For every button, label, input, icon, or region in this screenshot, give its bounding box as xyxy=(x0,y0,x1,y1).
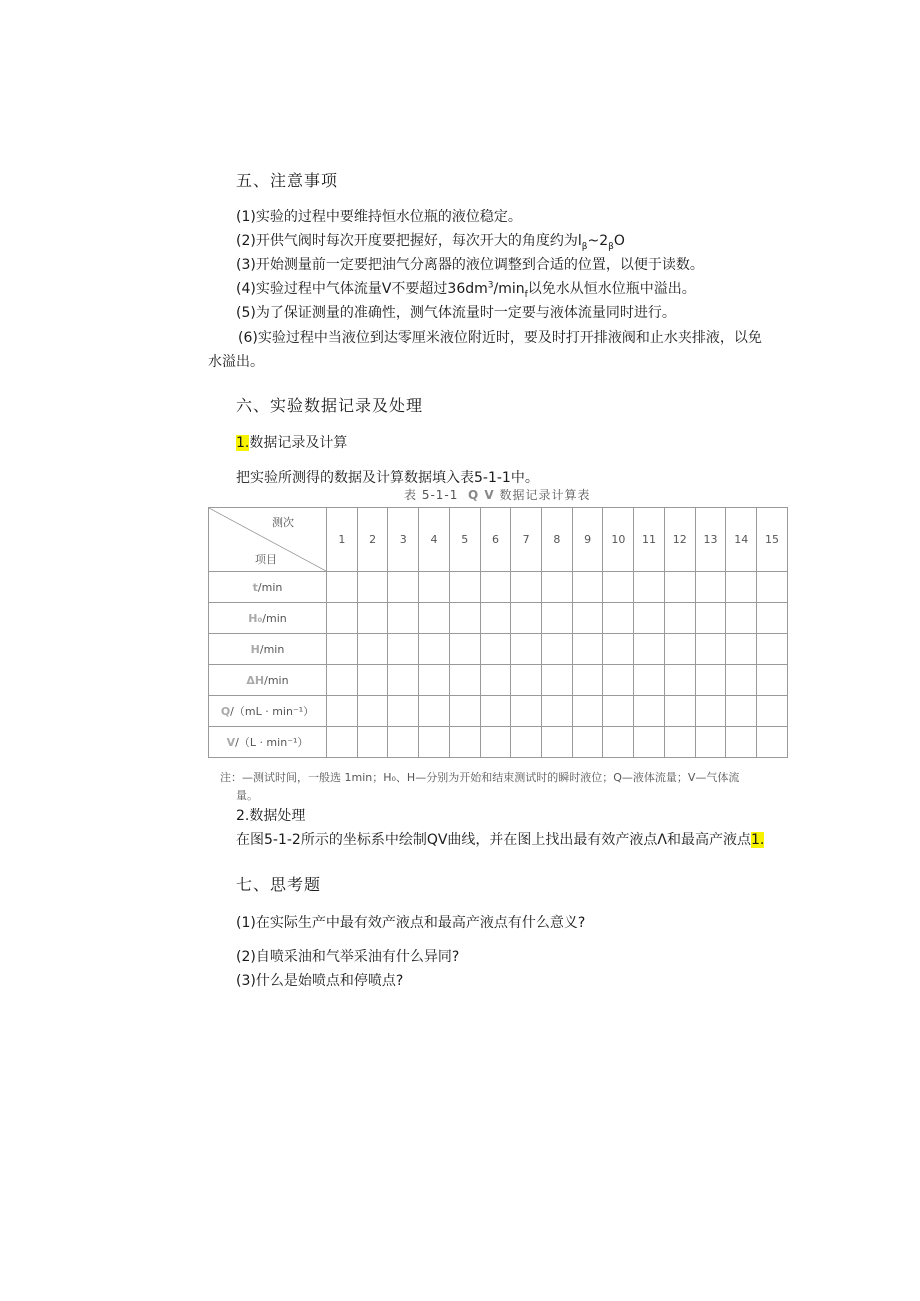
data-cell[interactable] xyxy=(357,634,388,665)
column-header: 1 xyxy=(327,508,358,572)
note-item-6: (6)实验过程中当液位到达零厘米液位附近时，要及时打开排液阀和止水夹排液，以免 xyxy=(238,330,762,346)
data-cell[interactable] xyxy=(327,572,358,603)
data-cell[interactable] xyxy=(695,603,726,634)
data-cell[interactable] xyxy=(388,603,419,634)
data-cell[interactable] xyxy=(419,696,450,727)
data-cell[interactable] xyxy=(357,603,388,634)
row-label-symbol: Q xyxy=(220,705,231,718)
data-cell[interactable] xyxy=(757,727,788,758)
data-cell[interactable] xyxy=(664,727,695,758)
data-cell[interactable] xyxy=(511,665,542,696)
data-record-table xyxy=(208,507,788,758)
data-cell[interactable] xyxy=(449,603,480,634)
data-cell[interactable] xyxy=(480,696,511,727)
data-cell[interactable] xyxy=(511,572,542,603)
note-item-4: (4)实验过程中气体流量V不要超过$36dm^3/\min_f$以免水从恒水位瓶中溢出。 xyxy=(236,280,696,300)
data-cell[interactable] xyxy=(511,696,542,727)
row-label xyxy=(209,634,327,665)
data-cell[interactable] xyxy=(357,696,388,727)
data-cell[interactable] xyxy=(757,665,788,696)
data-cell[interactable] xyxy=(542,634,573,665)
data-cell[interactable] xyxy=(572,634,603,665)
section6-title: 六、实验数据记录及处理 xyxy=(236,396,424,415)
table-note-line2: 量。 xyxy=(236,789,258,802)
data-cell[interactable] xyxy=(357,572,388,603)
data-cell[interactable] xyxy=(695,696,726,727)
data-cell[interactable] xyxy=(757,603,788,634)
table-header-row xyxy=(209,508,788,572)
data-cell[interactable] xyxy=(449,634,480,665)
row-label-unit: /min xyxy=(257,580,283,594)
data-cell[interactable] xyxy=(603,696,634,727)
data-cell[interactable] xyxy=(511,727,542,758)
data-cell[interactable] xyxy=(757,572,788,603)
data-cell[interactable] xyxy=(388,634,419,665)
column-header: 15 xyxy=(757,508,788,572)
data-cell[interactable] xyxy=(664,665,695,696)
data-cell[interactable] xyxy=(327,634,358,665)
data-cell[interactable] xyxy=(449,665,480,696)
data-cell[interactable] xyxy=(726,603,757,634)
data-cell[interactable] xyxy=(511,634,542,665)
data-cell[interactable] xyxy=(695,727,726,758)
data-cell[interactable] xyxy=(695,665,726,696)
row-label xyxy=(209,665,327,696)
data-cell[interactable] xyxy=(634,727,665,758)
data-cell[interactable] xyxy=(634,696,665,727)
column-header: 9 xyxy=(572,508,603,572)
data-cell[interactable] xyxy=(542,665,573,696)
data-cell[interactable] xyxy=(480,634,511,665)
data-cell[interactable] xyxy=(542,572,573,603)
section5-title: 五、注意事项 xyxy=(236,171,339,190)
data-cell[interactable] xyxy=(480,727,511,758)
column-header: 6 xyxy=(480,508,511,572)
data-cell[interactable] xyxy=(419,634,450,665)
data-cell[interactable] xyxy=(572,727,603,758)
data-cell[interactable] xyxy=(419,665,450,696)
data-cell[interactable] xyxy=(572,665,603,696)
data-cell[interactable] xyxy=(572,572,603,603)
row-label xyxy=(209,603,327,634)
column-header: 2 xyxy=(357,508,388,572)
data-cell[interactable] xyxy=(480,572,511,603)
data-cell[interactable] xyxy=(542,603,573,634)
data-cell[interactable] xyxy=(449,696,480,727)
table-row xyxy=(209,572,788,603)
data-cell[interactable] xyxy=(726,572,757,603)
data-cell[interactable] xyxy=(419,727,450,758)
row-label-unit: /min xyxy=(262,611,287,625)
data-cell[interactable] xyxy=(634,603,665,634)
table-row xyxy=(209,603,788,634)
subsection-2-title: 2.数据处理 xyxy=(236,808,306,824)
table-note-line1: 注：—测试时间，一般选 1min；H₀、H—分别为开始和结束测试时的瞬时液位；Q—液体流量；V—气体流 xyxy=(220,771,740,784)
question-1: (1)在实际生产中最有效产液点和最高产液点有什么意义? xyxy=(236,915,586,931)
diag-label-trial: 测次 xyxy=(272,516,294,529)
row-label-unit: /min xyxy=(259,642,285,656)
data-cell[interactable] xyxy=(634,572,665,603)
data-cell[interactable] xyxy=(327,603,358,634)
data-cell[interactable] xyxy=(327,696,358,727)
row-label-symbol: V xyxy=(226,736,236,749)
row-label-unit: /（mL · min⁻¹） xyxy=(230,705,315,718)
data-cell[interactable] xyxy=(664,572,695,603)
row-label-symbol: H₀ xyxy=(248,611,263,625)
data-cell[interactable] xyxy=(634,634,665,665)
data-cell[interactable] xyxy=(695,572,726,603)
data-cell[interactable] xyxy=(542,727,573,758)
diag-label-item: 项目 xyxy=(255,553,277,566)
row-label-symbol: t xyxy=(252,580,258,594)
data-cell[interactable] xyxy=(695,634,726,665)
column-header: 7 xyxy=(511,508,542,572)
note-item-2: (2)开供气阀时每次开度要把握好，每次开大的角度约为$l_\beta\sim 2_\beta O$ xyxy=(236,233,625,252)
data-cell[interactable] xyxy=(664,603,695,634)
data-cell[interactable] xyxy=(726,634,757,665)
data-cell[interactable] xyxy=(357,665,388,696)
table-row xyxy=(209,696,788,727)
data-cell[interactable] xyxy=(603,727,634,758)
data-cell[interactable] xyxy=(388,665,419,696)
row-label-symbol: H xyxy=(250,642,260,656)
column-header: 10 xyxy=(603,508,634,572)
question-2: (2)自喷采油和气举采油有什么异同? xyxy=(236,949,460,965)
data-cell[interactable] xyxy=(664,696,695,727)
question-3: (3)什么是始喷点和停喷点? xyxy=(236,973,404,989)
data-cell[interactable] xyxy=(327,727,358,758)
row-label-unit: /（L · min⁻¹） xyxy=(235,736,309,749)
data-cell[interactable] xyxy=(603,572,634,603)
data-cell[interactable] xyxy=(726,696,757,727)
column-header: 12 xyxy=(664,508,695,572)
diagonal-header-cell xyxy=(209,508,327,572)
row-label-unit: /min xyxy=(264,673,289,687)
note-item-1: (1)实验的过程中要维持恒水位瓶的液位稳定。 xyxy=(236,209,522,225)
data-cell[interactable] xyxy=(757,634,788,665)
subsection-2-text: 在图5-1-2所示的坐标系中绘制QV曲线，并在图上找出最有效产液点Λ和最高产液点1. xyxy=(236,832,765,848)
data-cell[interactable] xyxy=(419,603,450,634)
data-cell[interactable] xyxy=(542,696,573,727)
data-cell[interactable] xyxy=(634,665,665,696)
column-header: 3 xyxy=(388,508,419,572)
data-cell[interactable] xyxy=(480,665,511,696)
section7-title: 七、思考题 xyxy=(236,875,322,894)
column-header: 8 xyxy=(542,508,573,572)
table-row xyxy=(209,727,788,758)
column-header: 5 xyxy=(449,508,480,572)
data-cell[interactable] xyxy=(327,665,358,696)
column-header: 13 xyxy=(695,508,726,572)
data-cell[interactable] xyxy=(726,665,757,696)
row-label xyxy=(209,572,327,603)
data-cell[interactable] xyxy=(726,727,757,758)
data-cell[interactable] xyxy=(388,572,419,603)
note-item-5: (5)为了保证测量的准确性，测气体流量时一定要与液体流量同时进行。 xyxy=(236,305,676,321)
data-cell[interactable] xyxy=(357,727,388,758)
data-cell[interactable] xyxy=(388,696,419,727)
data-cell[interactable] xyxy=(603,634,634,665)
data-cell[interactable] xyxy=(511,603,542,634)
column-header: 14 xyxy=(726,508,757,572)
data-cell[interactable] xyxy=(449,727,480,758)
subsection-1-title: 1.数据记录及计算 xyxy=(236,435,348,451)
note-item-6-cont: 水溢出。 xyxy=(208,354,264,370)
table-row xyxy=(209,634,788,665)
column-header: 4 xyxy=(419,508,450,572)
data-cell[interactable] xyxy=(664,634,695,665)
data-cell[interactable] xyxy=(419,572,450,603)
data-cell[interactable] xyxy=(572,603,603,634)
note-item-3: (3)开始测量前一定要把油气分离器的液位调整到合适的位置，以便于读数。 xyxy=(236,257,704,273)
row-label xyxy=(209,727,327,758)
data-cell[interactable] xyxy=(757,696,788,727)
data-cell[interactable] xyxy=(480,603,511,634)
row-label xyxy=(209,696,327,727)
data-cell[interactable] xyxy=(603,603,634,634)
table-row xyxy=(209,665,788,696)
data-cell[interactable] xyxy=(388,727,419,758)
column-header: 11 xyxy=(634,508,665,572)
data-cell[interactable] xyxy=(449,572,480,603)
table-intro: 把实验所测得的数据及计算数据填入表5-1-1中。 xyxy=(236,470,539,486)
data-cell[interactable] xyxy=(572,696,603,727)
table-caption: 表 5-1-1 Q V 数据记录计算表 xyxy=(404,488,591,502)
data-cell[interactable] xyxy=(603,665,634,696)
row-label-symbol: ΔH xyxy=(246,673,265,687)
